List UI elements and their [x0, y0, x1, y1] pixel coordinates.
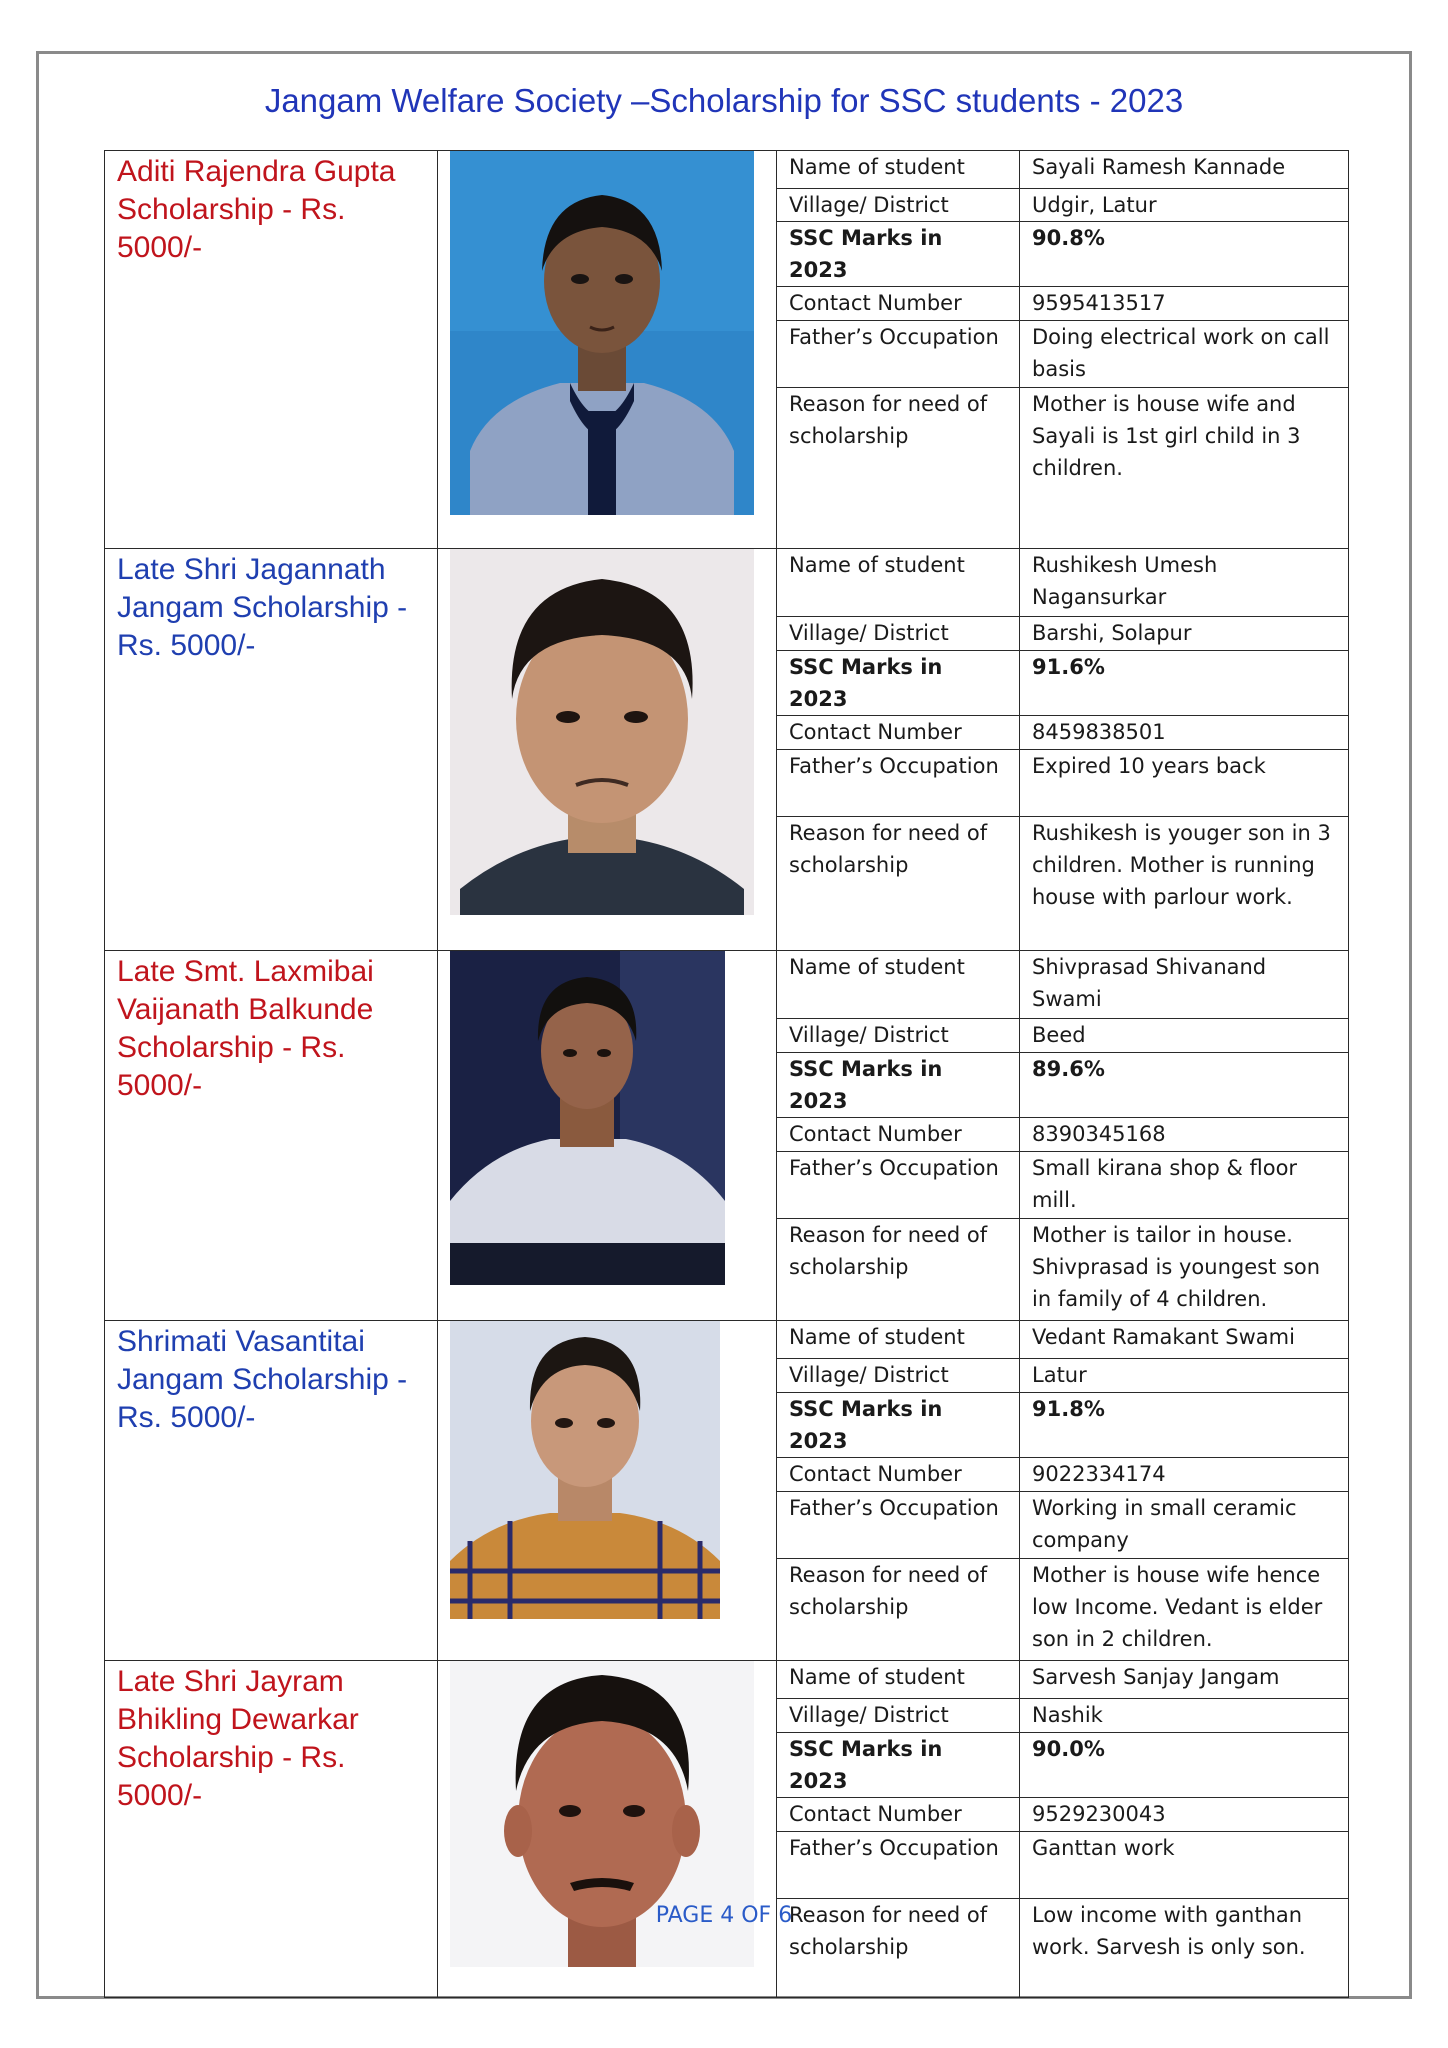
scholarship-table [104, 150, 1349, 1998]
village-district: Barshi, Solapur [1020, 616, 1349, 650]
father-occupation: Small kirana shop & floor mill. [1020, 1151, 1349, 1218]
label-reason: Reason for need of scholarship [777, 1898, 1020, 1997]
label-reason: Reason for need of scholarship [777, 1558, 1020, 1660]
scholarship-name: Shrimati Vasantitai Jangam Scholarship - Rs. 5000/- [117, 1325, 408, 1434]
label-contact: Contact Number [777, 1457, 1020, 1491]
label-marks: SSC Marks in 2023 [777, 1392, 1020, 1457]
father-occupation: Doing electrical work on call basis [1020, 320, 1349, 387]
student-details [777, 151, 1348, 548]
label-village: Village/ District [777, 1358, 1020, 1392]
contact-number: 9022334174 [1020, 1457, 1349, 1491]
ssc-marks: 91.8% [1020, 1392, 1349, 1457]
student-row [105, 951, 1349, 1321]
label-father: Father’s Occupation [777, 749, 1020, 816]
student-photo [450, 549, 754, 915]
scholarship-reason: Low income with ganthan work. Sarvesh is only son. [1020, 1898, 1349, 1997]
student-name: Shivprasad Shivanand Swami [1020, 951, 1349, 1018]
page-number: PAGE 4 OF 6 [655, 1903, 793, 1928]
label-name: Name of student [777, 549, 1020, 616]
scholarship-reason: Mother is house wife and Sayali is 1st girl child in 3 children. [1020, 387, 1349, 548]
father-occupation: Working in small ceramic company [1020, 1491, 1349, 1558]
label-contact: Contact Number [777, 286, 1020, 320]
label-village: Village/ District [777, 616, 1020, 650]
contact-number: 9529230043 [1020, 1797, 1349, 1831]
label-village: Village/ District [777, 1698, 1020, 1732]
label-father: Father’s Occupation [777, 320, 1020, 387]
label-name: Name of student [777, 1661, 1020, 1698]
label-father: Father’s Occupation [777, 1831, 1020, 1898]
student-name: Vedant Ramakant Swami [1020, 1321, 1349, 1358]
contact-number: 9595413517 [1020, 286, 1349, 320]
village-district: Udgir, Latur [1020, 188, 1349, 221]
label-name: Name of student [777, 951, 1020, 1018]
student-name: Rushikesh Umesh Nagansurkar [1020, 549, 1349, 616]
student-details [777, 951, 1348, 1320]
father-occupation: Expired 10 years back [1020, 749, 1349, 816]
village-district: Nashik [1020, 1698, 1349, 1732]
student-details [777, 549, 1348, 950]
label-village: Village/ District [777, 1018, 1020, 1052]
village-district: Latur [1020, 1358, 1349, 1392]
label-marks: SSC Marks in 2023 [777, 221, 1020, 286]
student-details [777, 1661, 1348, 1997]
contact-number: 8459838501 [1020, 715, 1349, 749]
scholarship-name: Aditi Rajendra Gupta Scholarship - Rs. 5000/- [117, 155, 396, 264]
contact-number: 8390345168 [1020, 1117, 1349, 1151]
label-reason: Reason for need of scholarship [777, 816, 1020, 950]
label-marks: SSC Marks in 2023 [777, 1732, 1020, 1797]
page-title: Jangam Welfare Society –Scholarship for SSC students - 2023 [264, 82, 1184, 119]
label-name: Name of student [777, 151, 1020, 188]
student-row [105, 549, 1349, 951]
village-district: Beed [1020, 1018, 1349, 1052]
label-contact: Contact Number [777, 1117, 1020, 1151]
scholarship-name: Late Shri Jayram Bhikling Dewarkar Scholarship - Rs. 5000/- [117, 1665, 359, 1812]
ssc-marks: 90.8% [1020, 221, 1349, 286]
scholarship-reason: Mother is tailor in house. Shivprasad is youngest son in family of 4 children. [1020, 1218, 1349, 1320]
student-details [777, 1321, 1348, 1660]
label-reason: Reason for need of scholarship [777, 1218, 1020, 1320]
label-contact: Contact Number [777, 715, 1020, 749]
label-marks: SSC Marks in 2023 [777, 1052, 1020, 1117]
student-row [105, 1321, 1349, 1661]
label-contact: Contact Number [777, 1797, 1020, 1831]
label-reason: Reason for need of scholarship [777, 387, 1020, 548]
scholarship-reason: Mother is house wife hence low Income. Vedant is elder son in 2 children. [1020, 1558, 1349, 1660]
student-row [105, 1661, 1349, 1998]
ssc-marks: 91.6% [1020, 650, 1349, 715]
student-name: Sarvesh Sanjay Jangam [1020, 1661, 1349, 1698]
ssc-marks: 90.0% [1020, 1732, 1349, 1797]
label-marks: SSC Marks in 2023 [777, 650, 1020, 715]
scholarship-name: Late Shri Jagannath Jangam Scholarship - Rs. 5000/- [117, 553, 408, 662]
student-row [105, 151, 1349, 549]
student-name: Sayali Ramesh Kannade [1020, 151, 1349, 188]
father-occupation: Ganttan work [1020, 1831, 1349, 1898]
student-photo [450, 1321, 720, 1619]
label-father: Father’s Occupation [777, 1151, 1020, 1218]
label-village: Village/ District [777, 188, 1020, 221]
student-photo [450, 951, 725, 1285]
ssc-marks: 89.6% [1020, 1052, 1349, 1117]
scholarship-reason: Rushikesh is youger son in 3 children. Mother is running house with parlour work. [1020, 816, 1349, 950]
scholarship-name: Late Smt. Laxmibai Vaijanath Balkunde Scholarship - Rs. 5000/- [117, 955, 374, 1102]
label-name: Name of student [777, 1321, 1020, 1358]
label-father: Father’s Occupation [777, 1491, 1020, 1558]
student-photo [450, 151, 754, 515]
